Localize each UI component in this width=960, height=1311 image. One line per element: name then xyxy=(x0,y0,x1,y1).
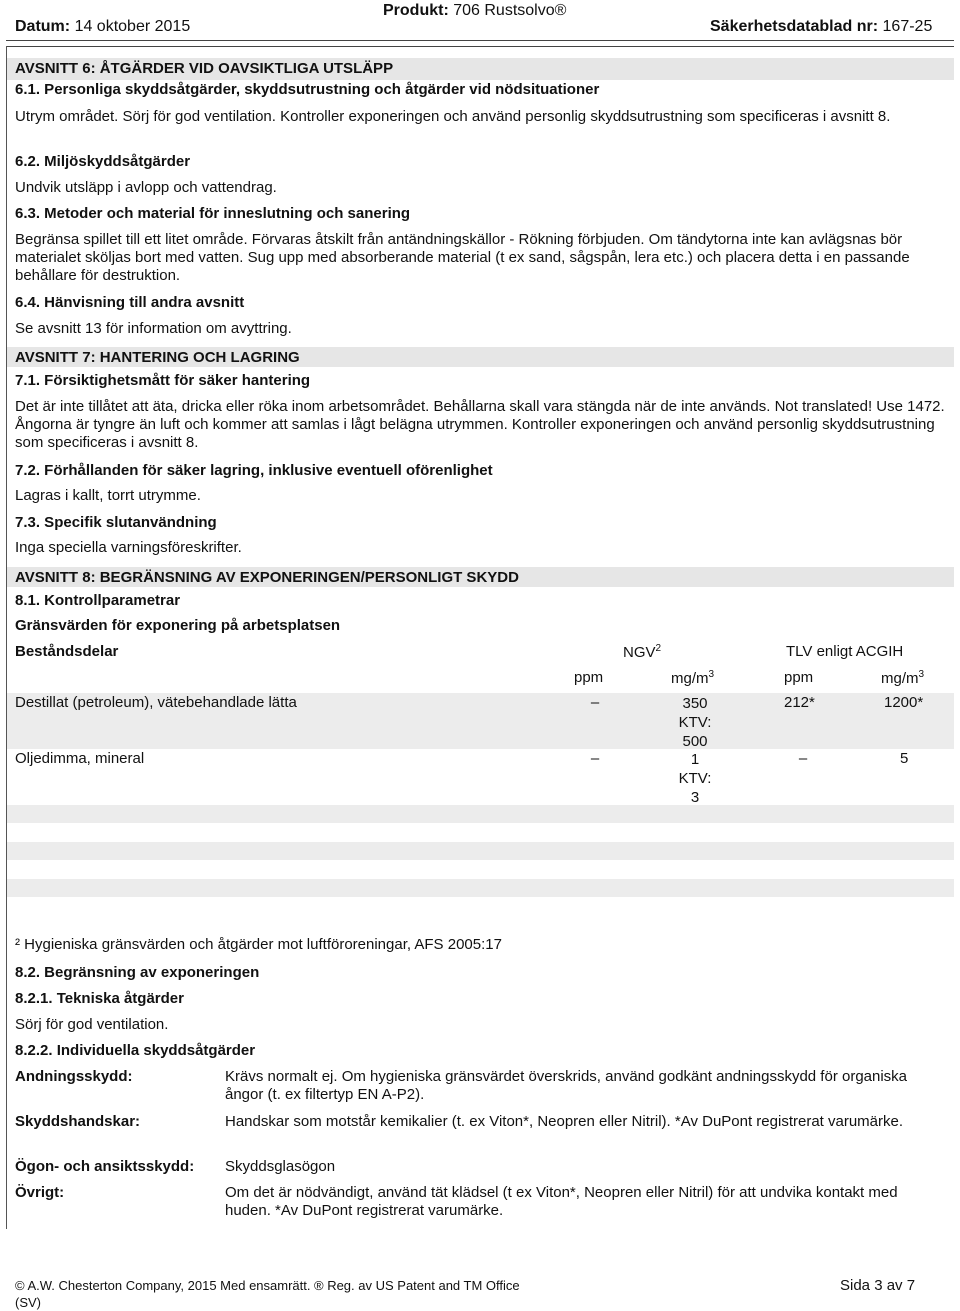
table-footnote: ² Hygieniska gränsvärden och åtgärder mot luftföroreningar, AFS 2005:17 xyxy=(15,936,502,953)
section-6-title: AVSNITT 6: ÅTGÄRDER VID OAVSIKTLIGA UTSLÄPP xyxy=(15,60,394,77)
mgm3-label: mg/m xyxy=(881,670,919,687)
section-6-3-heading: 6.3. Metoder och material för inneslutning och sanering xyxy=(15,205,411,222)
ngv-mg-line: 500 xyxy=(682,733,708,750)
section-6-1-heading: 6.1. Personliga skyddsåtgärder, skyddsutrustning och åtgärder vid nödsituationer xyxy=(15,81,600,98)
table-row-band xyxy=(7,842,954,860)
exposure-limits-heading: Gränsvärden för exponering på arbetsplatsen xyxy=(15,617,341,634)
ngv-ppm-value: – xyxy=(590,750,600,767)
ngv-mg-line: KTV: xyxy=(678,770,712,787)
component-name: Destillat (petroleum), vätebehandlade lätta xyxy=(15,694,297,711)
date-label: Datum: xyxy=(15,18,71,35)
header-divider-2 xyxy=(6,46,954,47)
section-7-title: AVSNITT 7: HANTERING OCH LAGRING xyxy=(15,349,300,366)
section-8-2-1-text: Sörj för god ventilation. xyxy=(15,1016,169,1033)
section-7-1-heading: 7.1. Försiktighetsmått för säker hantering xyxy=(15,372,311,389)
table-row-band xyxy=(7,879,954,897)
sds-value: 167-25 xyxy=(882,18,933,35)
ppe-value: Handskar som motstår kemikalier (t. ex Viton*, Neopren eller Nitril). *Av DuPont registrerat varumärke. xyxy=(225,1113,904,1130)
tlv-mgm3-value: 1200* xyxy=(884,694,924,711)
sds-label: Säkerhetsdatablad nr: xyxy=(710,18,879,35)
col-ngv-header xyxy=(623,643,661,661)
ngv-mg-line: KTV: xyxy=(678,714,712,731)
header-date xyxy=(15,18,190,36)
date-value: 14 oktober 2015 xyxy=(74,18,191,35)
ppe-value: Krävs normalt ej. Om hygieniska gränsvärdet överskrids, använd godkänt andningsskydd för organiska ångor (t. ex filtertyp EN A-P2). xyxy=(225,1068,908,1103)
tlv-mgm3-header xyxy=(881,669,924,687)
ngv-ppm-value: – xyxy=(590,694,600,711)
col-tlv-header: TLV enligt ACGIH xyxy=(786,643,904,660)
section-8-2-heading: 8.2. Begränsning av exponeringen xyxy=(15,964,260,981)
ppe-label: Ögon- och ansiktsskydd: xyxy=(15,1158,195,1175)
tlv-ppm-header: ppm xyxy=(784,669,814,686)
ngv-mg-line: 350 xyxy=(682,695,708,712)
ngv-label: NGV xyxy=(623,644,656,661)
section-6-2-heading: 6.2. Miljöskyddsåtgärder xyxy=(15,153,191,170)
section-6-3-text: Begränsa spillet till ett litet område. Förvaras åtskilt från antändningskällor - Rökning förbjuden. Om tändytorna inte kan avlägsnas bör materialet sköljas bort med vatten. Sug upp med absorberande material (t ex sand, sågspån, lera etc.) och placera detta i en passande behållare för destruktion. xyxy=(15,231,910,284)
header-sds xyxy=(710,18,932,36)
ngv-mgm3-value xyxy=(660,694,730,751)
ppe-label: Andningsskydd: xyxy=(15,1068,133,1085)
footer-language: (SV) xyxy=(15,1295,41,1310)
section-8-2-2-heading: 8.2.2. Individuella skyddsåtgärder xyxy=(15,1042,256,1059)
section-6-4-heading: 6.4. Hänvisning till andra avsnitt xyxy=(15,294,245,311)
ngv-mg-line: 1 xyxy=(690,751,700,768)
footer-registered: ® Reg. av US Patent and TM Office xyxy=(314,1278,520,1293)
section-7-1-text: Det är inte tillåtet att äta, dricka eller röka inom arbetsområdet. Behållarna skall vara stängda när de inte används. Not translated! Use 1472. Ångorna är tyngre än luft och kommer att samlas i lågt belägna utrymmen. Kontroller exponeringen och använd personlig skyddsutrustning som specificeras i avsnitt 8. xyxy=(15,398,945,451)
section-7-3-heading: 7.3. Specifik slutanvändning xyxy=(15,514,217,531)
ppe-value: Om det är nödvändigt, använd tät klädsel (t ex Viton*, Neopren eller Nitril) för att undvika kontakt med huden. *Av DuPont registrerat varumärke. xyxy=(225,1184,898,1219)
tlv-ppm-value: 212* xyxy=(784,694,815,711)
ngv-mgm3-value xyxy=(660,750,730,807)
footer-page-number: Sida 3 av 7 xyxy=(840,1277,916,1294)
mgm3-exp: 3 xyxy=(708,669,715,680)
product-value: 706 Rustsolvo® xyxy=(453,2,567,19)
ngv-footnote-ref: 2 xyxy=(655,643,662,654)
section-8-title: AVSNITT 8: BEGRÄNSNING AV EXPONERINGEN/PERSONLIGT SKYDD xyxy=(15,569,519,586)
col-component-header: Beståndsdelar xyxy=(15,643,119,660)
component-name: Oljedimma, mineral xyxy=(15,750,145,767)
section-7-3-text: Inga speciella varningsföreskrifter. xyxy=(15,539,242,556)
section-8-1-heading: 8.1. Kontrollparametrar xyxy=(15,592,181,609)
section-6-4-text: Se avsnitt 13 för information om avyttring. xyxy=(15,320,292,337)
section-7-2-heading: 7.2. Förhållanden för säker lagring, inklusive eventuell oförenlighet xyxy=(15,462,493,479)
left-border xyxy=(6,46,7,1229)
header-product xyxy=(383,2,566,20)
footer-copyright: © A.W. Chesterton Company, 2015 Med ensamrätt. xyxy=(15,1278,311,1293)
product-label: Produkt: xyxy=(383,2,449,19)
mgm3-label: mg/m xyxy=(671,670,709,687)
table-row-band xyxy=(7,805,954,823)
section-6-1-text: Utrym området. Sörj för god ventilation. Kontroller exponeringen och använd personlig skyddsutrustning som specificeras i avsnitt 8. xyxy=(15,108,891,125)
tlv-mgm3-value: 5 xyxy=(900,750,909,767)
ngv-mgm3-header xyxy=(671,669,714,687)
ppe-value: Skyddsglasögon xyxy=(225,1158,336,1175)
section-6-2-text: Undvik utsläpp i avlopp och vattendrag. xyxy=(15,179,277,196)
header-divider xyxy=(6,40,954,41)
section-8-2-1-heading: 8.2.1. Tekniska åtgärder xyxy=(15,990,184,1007)
section-7-2-text: Lagras i kallt, torrt utrymme. xyxy=(15,487,201,504)
ppe-label: Övrigt: xyxy=(15,1184,65,1201)
tlv-ppm-value: – xyxy=(798,750,808,767)
ngv-ppm-header: ppm xyxy=(574,669,604,686)
ngv-mg-line: 3 xyxy=(690,789,700,806)
mgm3-exp: 3 xyxy=(918,669,925,680)
ppe-label: Skyddshandskar: xyxy=(15,1113,141,1130)
